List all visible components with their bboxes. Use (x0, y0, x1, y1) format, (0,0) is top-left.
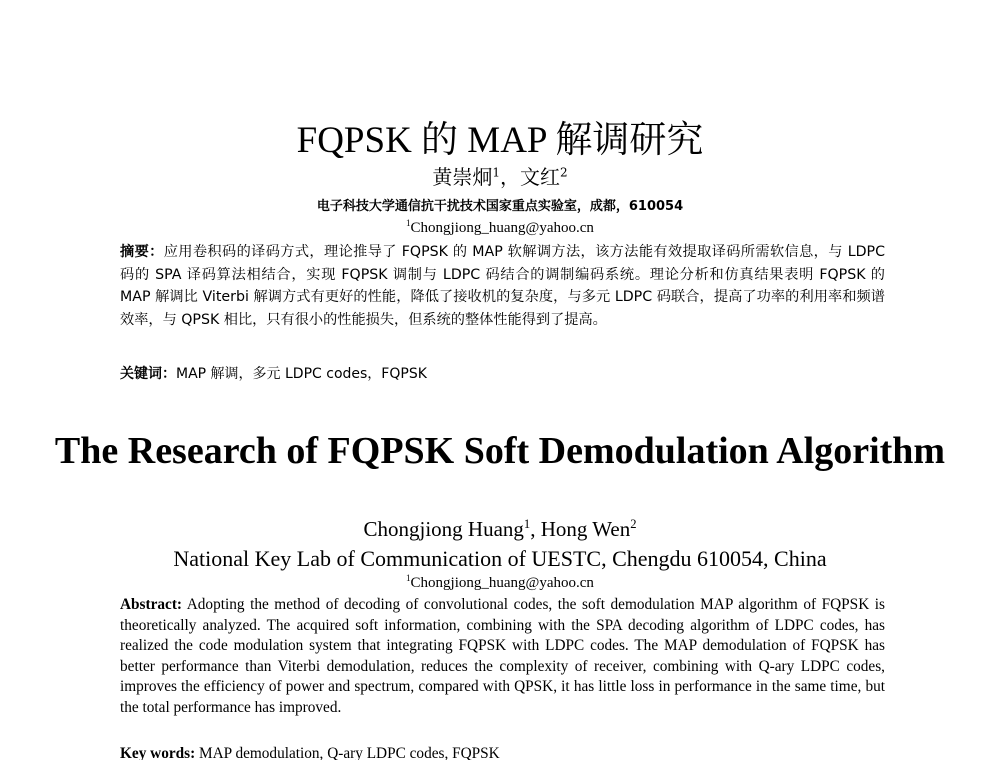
chinese-title: FQPSK 的 MAP 解调研究 (296, 120, 704, 161)
chinese-keywords-label: 关键词： (120, 366, 176, 382)
english-email (0, 573, 1000, 593)
chinese-author-2: 文红 (520, 165, 560, 189)
english-email-sup: 1 (406, 573, 411, 583)
chinese-email-sup: 1 (406, 218, 411, 228)
english-title: The Research of FQPSK Soft Demodulation Algorithm (54, 430, 946, 472)
chinese-author-1: 黄崇炯 (432, 165, 493, 189)
english-author-2: Hong Wen (540, 517, 631, 541)
chinese-affiliation: 电子科技大学通信抗干扰技术国家重点实验室，成都，610054 (316, 199, 684, 214)
english-author-separator: , (530, 517, 541, 541)
english-keywords-label: Key words: (120, 745, 196, 760)
chinese-abstract-text: 应用卷积码的译码方式，理论推导了 FQPSK 的 MAP 软解调方法，该方法能有效提取译码所需软信息，与 LDPC 码的 SPA 译码算法相结合，实现 FQPSK 调制与 LDPC 码结合的调制编码系统。理论分析和仿真结果表明 FQPSK 的 MAP 解调比 Viterbi 解调方式有更好的性能，降低了接收机的复杂度，与多元 LDPC 码联合，提高了功率的利用率和频谱效率，与 QPSK 相比，只有很小的性能损失，但系统的整体性能得到了提高。 (120, 244, 885, 328)
chinese-author-2-sup: 2 (560, 165, 568, 180)
chinese-authors (0, 164, 1000, 190)
english-authors (0, 515, 1000, 543)
english-author-2-sup: 2 (630, 517, 637, 531)
english-keywords (120, 744, 885, 760)
chinese-abstract-label: 摘要： (120, 244, 164, 260)
english-abstract (120, 595, 885, 719)
chinese-keywords-text: MAP 解调，多元 LDPC codes，FQPSK (176, 366, 427, 382)
english-email-address: Chongjiong_huang@yahoo.cn (410, 575, 594, 591)
chinese-email-address: Chongjiong_huang@yahoo.cn (410, 220, 594, 236)
english-author-1: Chongjiong Huang (363, 517, 524, 541)
chinese-abstract (120, 241, 885, 331)
english-keywords-text: MAP demodulation, Q-ary LDPC codes, FQPSK (195, 745, 500, 760)
chinese-author-separator: ， (500, 165, 520, 189)
english-abstract-label: Abstract: (120, 596, 183, 613)
chinese-email (0, 218, 1000, 238)
chinese-keywords (120, 363, 885, 385)
english-affiliation: National Key Lab of Communication of UESTC, Chengdu 610054, China (173, 546, 827, 571)
chinese-author-1-sup: 1 (492, 165, 500, 180)
english-author-1-sup: 1 (523, 517, 531, 531)
english-abstract-text: Adopting the method of decoding of convolutional codes, the soft demodulation MAP algorithm of FQPSK is theoretically analyzed. The acquired soft information, combining with the SPA decoding algorithm of LDPC codes, has realized the code modulation system that integrating FQPSK with LDPC codes. The MAP demodulation of FQPSK has better performance than Viterbi demodulation, reduces the complexity of receiver, combining with Q-ary LDPC codes, improves the efficiency of power and spectrum, compared with QPSK, it has little loss in performance in the same time, but the total performance has improved. (120, 596, 885, 716)
